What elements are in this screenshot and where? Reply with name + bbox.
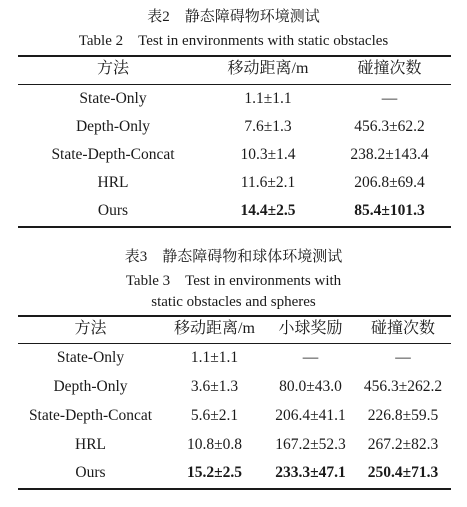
table3-caption-en-line1: Table 3 Test in environments with xyxy=(125,273,342,289)
table3-cell-distance: 3.6±1.3 xyxy=(190,378,239,395)
table3-caption-cn: 表3 静态障碍物和球体环境测试 xyxy=(124,249,343,265)
table2-cell-distance: 10.3±1.4 xyxy=(240,146,296,163)
table2-top-rule xyxy=(18,55,451,57)
table3-cell-ball-reward: 206.4±41.1 xyxy=(275,407,346,424)
table3-header-method: 方法 xyxy=(74,320,107,337)
table2-cell-distance: 11.6±2.1 xyxy=(240,174,296,191)
table3-top-rule xyxy=(18,315,451,317)
table2-cell-collisions: 85.4±101.3 xyxy=(354,202,425,219)
table3-cell-collisions: 267.2±82.3 xyxy=(367,436,439,453)
table3-header-collisions: 碰撞次数 xyxy=(370,320,435,337)
table2-header-method: 方法 xyxy=(96,60,129,77)
table3-cell-collisions: — xyxy=(395,349,411,366)
table3-cell-distance: 1.1±1.1 xyxy=(190,349,239,366)
table2-cell-distance: 7.6±1.3 xyxy=(244,118,292,135)
table2-cell-method: Depth-Only xyxy=(75,118,151,135)
table3-cell-method: State-Only xyxy=(56,349,125,366)
table3-caption-en-line2: static obstacles and spheres xyxy=(151,294,316,310)
table2-header-collisions: 碰撞次数 xyxy=(357,60,422,77)
table2-header-distance: 移动距离/m xyxy=(227,60,309,77)
table3-cell-ball-reward: 80.0±43.0 xyxy=(279,378,342,395)
table3-header-ball-reward: 小球奖励 xyxy=(278,320,343,337)
table3-cell-ball-reward: 233.3±47.1 xyxy=(275,464,346,481)
table2-cell-collisions: — xyxy=(381,90,398,107)
table2-bottom-rule xyxy=(18,226,451,228)
table2-cell-distance: 1.1±1.1 xyxy=(244,90,292,107)
table3-cell-method: Ours xyxy=(75,464,106,481)
table3-cell-distance: 15.2±2.5 xyxy=(186,464,242,481)
table2-cell-method: State-Only xyxy=(79,90,147,107)
table2-header-rule xyxy=(18,84,451,85)
table3-header-rule xyxy=(18,343,451,344)
table3-cell-ball-reward: 167.2±52.3 xyxy=(275,436,346,453)
table3-cell-method: Depth-Only xyxy=(53,378,128,395)
table3-cell-collisions: 250.4±71.3 xyxy=(367,464,439,481)
table3-header-distance: 移动距离/m xyxy=(174,320,255,337)
table3-cell-collisions: 226.8±59.5 xyxy=(367,407,439,424)
table2-cell-method: HRL xyxy=(97,174,129,191)
table2-cell-distance: 14.4±2.5 xyxy=(240,202,296,219)
table2-caption-cn: 表2 静态障碍物环境测试 xyxy=(147,9,320,25)
table3-cell-ball-reward: — xyxy=(302,349,319,366)
table2-caption-en: Table 2 Test in environments with static obstacles xyxy=(78,33,389,49)
table3-bottom-rule xyxy=(18,488,451,490)
table3-cell-distance: 10.8±0.8 xyxy=(186,436,242,453)
table3-cell-collisions: 456.3±262.2 xyxy=(363,378,443,395)
table3-cell-method: State-Depth-Concat xyxy=(28,407,153,424)
table2-cell-collisions: 206.8±69.4 xyxy=(354,174,425,191)
table3-cell-distance: 5.6±2.1 xyxy=(190,407,239,424)
table2-cell-collisions: 238.2±143.4 xyxy=(350,146,429,163)
table3-cell-method: HRL xyxy=(75,436,106,453)
table2-cell-method: State-Depth-Concat xyxy=(51,146,175,163)
table2-cell-method: Ours xyxy=(97,202,129,219)
table2-cell-collisions: 456.3±62.2 xyxy=(354,118,425,135)
